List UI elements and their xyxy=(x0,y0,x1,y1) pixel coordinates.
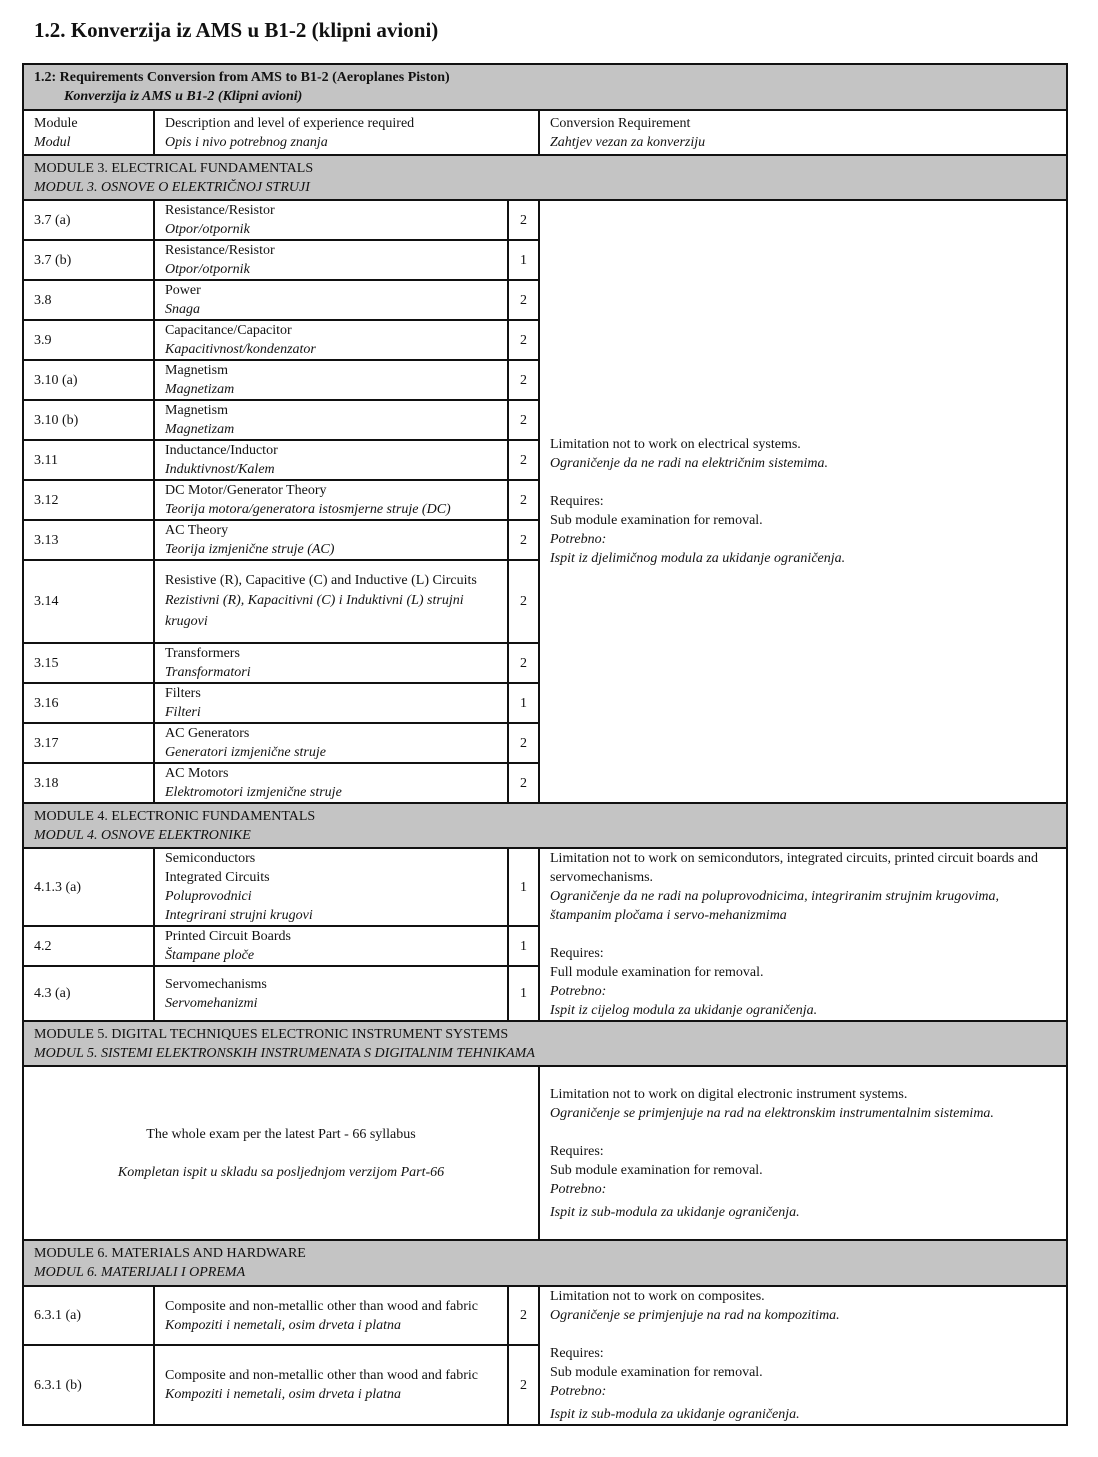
header-desc-en: Description and level of experience required xyxy=(165,115,415,131)
desc-en: DC Motor/Generator Theory xyxy=(165,483,327,498)
module-band xyxy=(23,1021,1067,1066)
level-value: 2 xyxy=(508,400,539,440)
desc-local: Teorija izmjenične struje (AC) xyxy=(165,542,335,557)
limitation-en: Limitation not to work on semicondutors, integrated circuits, printed circuit boards and servomechanisms. xyxy=(550,851,1038,885)
conversion-requirement xyxy=(539,848,1067,1021)
module-code: 3.18 xyxy=(23,763,154,803)
header-module-local: Modul xyxy=(34,134,71,150)
requires-local: Potrebno: xyxy=(550,984,607,999)
requires-en: Requires: xyxy=(550,1346,604,1361)
module-title-local: MODUL 3. OSNOVE O ELEKTRIČNOJ STRUJI xyxy=(34,179,310,195)
limitation-local: Ograničenje se primjenjuje na rad na kompozitima. xyxy=(550,1308,840,1323)
module-code: 3.9 xyxy=(23,320,154,360)
exam-local: Ispit iz cijelog modula za ukidanje ograničenja. xyxy=(550,1003,818,1018)
desc-en: Composite and non-metallic other than wood and fabric xyxy=(165,1298,478,1314)
module-title-en: MODULE 3. ELECTRICAL FUNDAMENTALS xyxy=(34,160,314,176)
requires-en: Requires: xyxy=(550,946,604,961)
level-value: 2 xyxy=(508,520,539,560)
module-band xyxy=(23,803,1067,848)
desc-en: Inductance/Inductor xyxy=(165,443,278,458)
module-code: 3.17 xyxy=(23,723,154,763)
module-code: 3.10 (a) xyxy=(23,360,154,400)
module-title-en: MODULE 5. DIGITAL TECHNIQUES ELECTRONIC INSTRUMENT SYSTEMS xyxy=(34,1026,509,1042)
desc-local: Magnetizam xyxy=(165,382,235,397)
desc-local: Kompoziti i nemetali, osim drveta i platna xyxy=(165,1317,402,1333)
level-value: 2 xyxy=(508,320,539,360)
limitation-en: Limitation not to work on electrical systems. xyxy=(550,437,801,452)
desc-en: Resistance/Resistor xyxy=(165,243,275,258)
table-row xyxy=(23,200,1067,240)
desc-local: Generatori izmjenične struje xyxy=(165,745,326,760)
desc-en: Capacitance/Capacitor xyxy=(165,323,292,338)
desc-local: Snaga xyxy=(165,302,200,317)
module-code: 6.3.1 (a) xyxy=(23,1286,154,1345)
module-code: 3.8 xyxy=(23,280,154,320)
exam-en: Sub module examination for removal. xyxy=(550,513,763,528)
whole-exam-local: Kompletan ispit u skladu sa posljednjom verzijom Part-66 xyxy=(117,1164,445,1180)
desc-local: Elektromotori izmjenične struje xyxy=(165,785,342,800)
conversion-table xyxy=(22,63,1068,1426)
table-row xyxy=(23,848,1067,926)
header-conv-en: Conversion Requirement xyxy=(550,115,691,131)
requires-local: Potrebno: xyxy=(550,532,607,547)
level-value: 2 xyxy=(508,1345,539,1425)
level-value: 2 xyxy=(508,280,539,320)
desc-local: Teorija motora/generatora istosmjerne struje (DC) xyxy=(165,502,451,517)
module-code: 3.11 xyxy=(23,440,154,480)
module-code: 3.15 xyxy=(23,643,154,683)
level-value: 2 xyxy=(508,360,539,400)
module-title-en: MODULE 4. ELECTRONIC FUNDAMENTALS xyxy=(34,808,316,824)
module-band xyxy=(23,155,1067,200)
desc-en: Printed Circuit Boards xyxy=(165,929,291,944)
limitation-local: Ograničenje da ne radi na poluprovodnicima, integriranim strujnim krugovima, štampanim pločama i servo-mehanizmima xyxy=(550,889,999,923)
limitation-en: Limitation not to work on composites. xyxy=(550,1289,765,1304)
level-value: 1 xyxy=(508,240,539,280)
page-title: 1.2. Konverzija iz AMS u B1-2 (klipni avioni) xyxy=(34,18,439,42)
conversion-requirement xyxy=(539,1286,1067,1425)
module-title-local: MODUL 4. OSNOVE ELEKTRONIKE xyxy=(34,827,251,843)
conversion-requirement xyxy=(539,200,1067,803)
requires-local: Potrebno: xyxy=(550,1181,607,1197)
limitation-en: Limitation not to work on digital electronic instrument systems. xyxy=(550,1086,908,1102)
module-title-en: MODULE 6. MATERIALS AND HARDWARE xyxy=(34,1246,306,1261)
desc-en: Resistance/Resistor xyxy=(165,203,275,218)
desc-en: Servomechanisms xyxy=(165,976,267,992)
level-value: 1 xyxy=(508,683,539,723)
desc-en: AC Motors xyxy=(165,766,229,781)
desc-en-2: Integrated Circuits xyxy=(165,870,270,885)
desc-local-2: Integrirani strujni krugovi xyxy=(165,908,313,923)
desc-local: Kapacitivnost/kondenzator xyxy=(165,342,316,357)
desc-local: Štampane ploče xyxy=(165,948,255,963)
module-band xyxy=(23,1240,1067,1286)
desc-local: Servomehanizmi xyxy=(165,995,258,1011)
whole-exam-cell xyxy=(23,1066,539,1240)
module-code: 3.7 (a) xyxy=(23,200,154,240)
desc-local: Transformatori xyxy=(165,665,251,680)
desc-en: Magnetism xyxy=(165,363,228,378)
desc-local: Otpor/otpornik xyxy=(165,262,250,277)
level-value: 2 xyxy=(508,723,539,763)
module-code: 4.2 xyxy=(23,926,154,966)
desc-en: Filters xyxy=(165,686,201,701)
module-code: 4.1.3 (a) xyxy=(23,848,154,926)
module-code: 3.13 xyxy=(23,520,154,560)
desc-local: Kompoziti i nemetali, osim drveta i platna xyxy=(165,1387,402,1403)
level-value: 2 xyxy=(508,480,539,520)
level-value: 1 xyxy=(508,848,539,926)
table-header-row xyxy=(23,110,1067,155)
level-value: 2 xyxy=(508,560,539,643)
level-value: 2 xyxy=(508,763,539,803)
module-code: 6.3.1 (b) xyxy=(23,1345,154,1425)
level-value: 1 xyxy=(508,926,539,966)
table-title-row xyxy=(23,64,1067,110)
desc-en: Magnetism xyxy=(165,403,228,418)
limitation-local: Ograničenje se primjenjuje na rad na elektronskim instrumentalnim sistemima. xyxy=(550,1105,994,1121)
desc-en: Transformers xyxy=(165,646,240,661)
desc-en: AC Generators xyxy=(165,726,250,741)
desc-local: Rezistivni (R), Kapacitivni (C) i Induktivni (L) strujni krugovi xyxy=(165,593,464,629)
module-code: 3.16 xyxy=(23,683,154,723)
module-title-local: MODUL 5. SISTEMI ELEKTRONSKIH INSTRUMENATA S DIGITALNIM TEHNIKAMA xyxy=(34,1045,535,1061)
desc-en: Power xyxy=(165,283,201,298)
exam-en: Sub module examination for removal. xyxy=(550,1162,763,1178)
desc-en: Composite and non-metallic other than wood and fabric xyxy=(165,1368,478,1384)
limitation-local: Ograničenje da ne radi na električnim sistemima. xyxy=(550,456,829,471)
whole-exam-en: The whole exam per the latest Part - 66 syllabus xyxy=(146,1126,416,1142)
header-module-en: Module xyxy=(34,115,78,131)
level-value: 2 xyxy=(508,643,539,683)
desc-local: Poluprovodnici xyxy=(165,889,252,904)
requires-local: Potrebno: xyxy=(550,1384,607,1399)
exam-en: Full module examination for removal. xyxy=(550,965,764,980)
desc-en: AC Theory xyxy=(165,523,229,538)
module-code: 3.7 (b) xyxy=(23,240,154,280)
desc-local: Magnetizam xyxy=(165,422,235,437)
exam-local: Ispit iz sub-modula za ukidanje ograničenja. xyxy=(550,1204,800,1220)
exam-en: Sub module examination for removal. xyxy=(550,1365,763,1380)
table-title-local: Konverzija iz AMS u B1-2 (Klipni avioni) xyxy=(64,89,303,104)
level-value: 2 xyxy=(508,1286,539,1345)
exam-local: Ispit iz djelimičnog modula za ukidanje ograničenja. xyxy=(550,551,846,566)
module-code: 3.10 (b) xyxy=(23,400,154,440)
desc-en: Resistive (R), Capacitive (C) and Inductive (L) Circuits xyxy=(165,573,477,588)
desc-en: Semiconductors xyxy=(165,851,256,866)
requires-en: Requires: xyxy=(550,1143,604,1159)
header-conv-local: Zahtjev vezan za konverziju xyxy=(550,134,706,150)
module-title-local: MODUL 6. MATERIJALI I OPREMA xyxy=(34,1265,246,1280)
requires-en: Requires: xyxy=(550,494,604,509)
table-row xyxy=(23,1286,1067,1345)
level-value: 2 xyxy=(508,440,539,480)
conversion-requirement xyxy=(539,1066,1067,1240)
level-value: 2 xyxy=(508,200,539,240)
table-title-en: 1.2: Requirements Conversion from AMS to B1-2 (Aeroplanes Piston) xyxy=(34,70,450,85)
desc-local: Induktivnost/Kalem xyxy=(165,462,275,477)
desc-local: Filteri xyxy=(165,705,201,720)
level-value: 1 xyxy=(508,966,539,1021)
header-desc-local: Opis i nivo potrebnog znanja xyxy=(165,134,328,150)
table-row xyxy=(23,1066,1067,1240)
module-code: 3.14 xyxy=(23,560,154,643)
desc-local: Otpor/otpornik xyxy=(165,222,250,237)
module-code: 4.3 (a) xyxy=(23,966,154,1021)
module-code: 3.12 xyxy=(23,480,154,520)
exam-local: Ispit iz sub-modula za ukidanje ograničenja. xyxy=(550,1407,800,1422)
